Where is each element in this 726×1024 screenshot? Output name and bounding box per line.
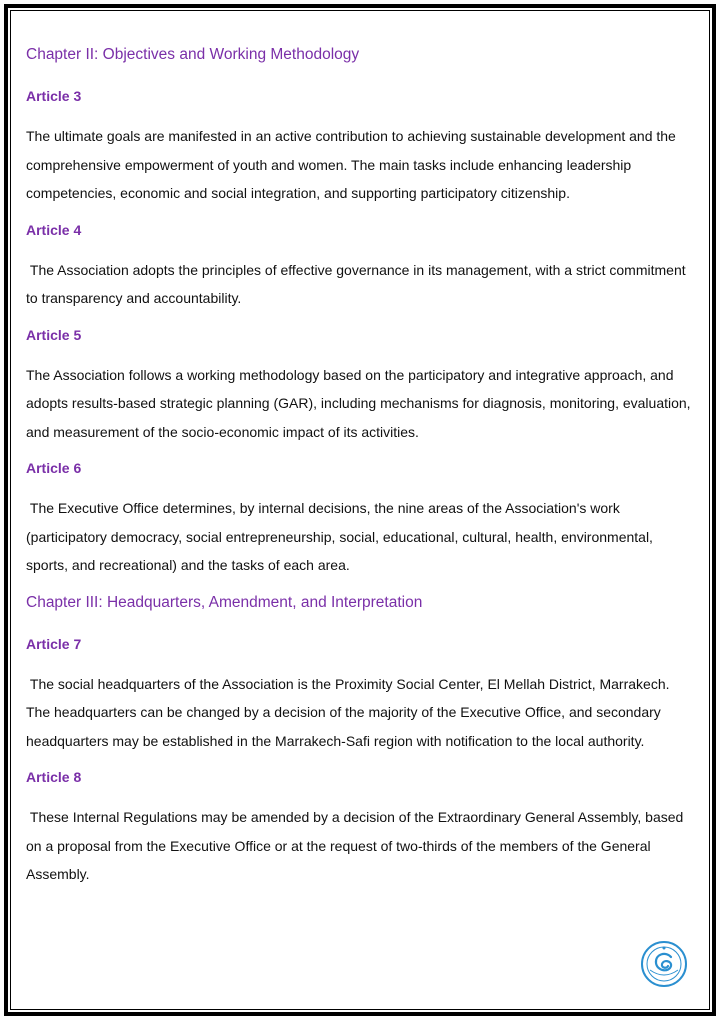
article-paragraph: The ultimate goals are manifested in an active contribution to achieving sustainable development and the comprehensive empowerment of youth and women. The main tasks include enhancing leadership competencies, economic and social integration, and supporting participatory citizenship. [26, 128, 676, 201]
document-body [26, 44, 694, 889]
article-paragraph: The Association follows a working methodology based on the participatory and integrative approach, and adopts results-based strategic planning (GAR), including mechanisms for diagnosis, monitoring, evaluation, and measurement of the socio-economic impact of its activities. [26, 366, 691, 440]
article-heading: Article 6 [26, 460, 82, 476]
article-paragraph: The social headquarters of the Association is the Proximity Social Center, El Mellah District, Marrakech. The headquarters can be changed by a decision of the majority of the Executive Office, and secondary headquarters may be established in the Marrakech-Safi region with notification to the local authority. [26, 675, 674, 749]
chapter-heading: Chapter II: Objectives and Working Methodology [26, 46, 360, 63]
chapter-heading: Chapter III: Headquarters, Amendment, and Interpretation [26, 593, 423, 611]
association-seal-icon [640, 940, 688, 988]
article-heading: Article 3 [26, 88, 82, 104]
article-heading: Article 4 [26, 221, 82, 238]
article-paragraph: The Association adopts the principles of effective governance in its management, with a strict commitment to transparency and accountability. [26, 261, 690, 306]
article-heading: Article 7 [26, 635, 82, 652]
article-heading: Article 8 [26, 769, 82, 785]
article-heading: Article 5 [26, 326, 82, 343]
article-paragraph: These Internal Regulations may be amended by a decision of the Extraordinary General Assembly, based on a proposal from the Executive Office or at the request of two-thirds of the members of the General Assembly. [26, 809, 688, 882]
article-paragraph: The Executive Office determines, by internal decisions, the nine areas of the Association's work (participatory democracy, social entrepreneurship, social, educational, cultural, health, environmental, sports, and recreational) and the tasks of each area. [26, 500, 657, 573]
